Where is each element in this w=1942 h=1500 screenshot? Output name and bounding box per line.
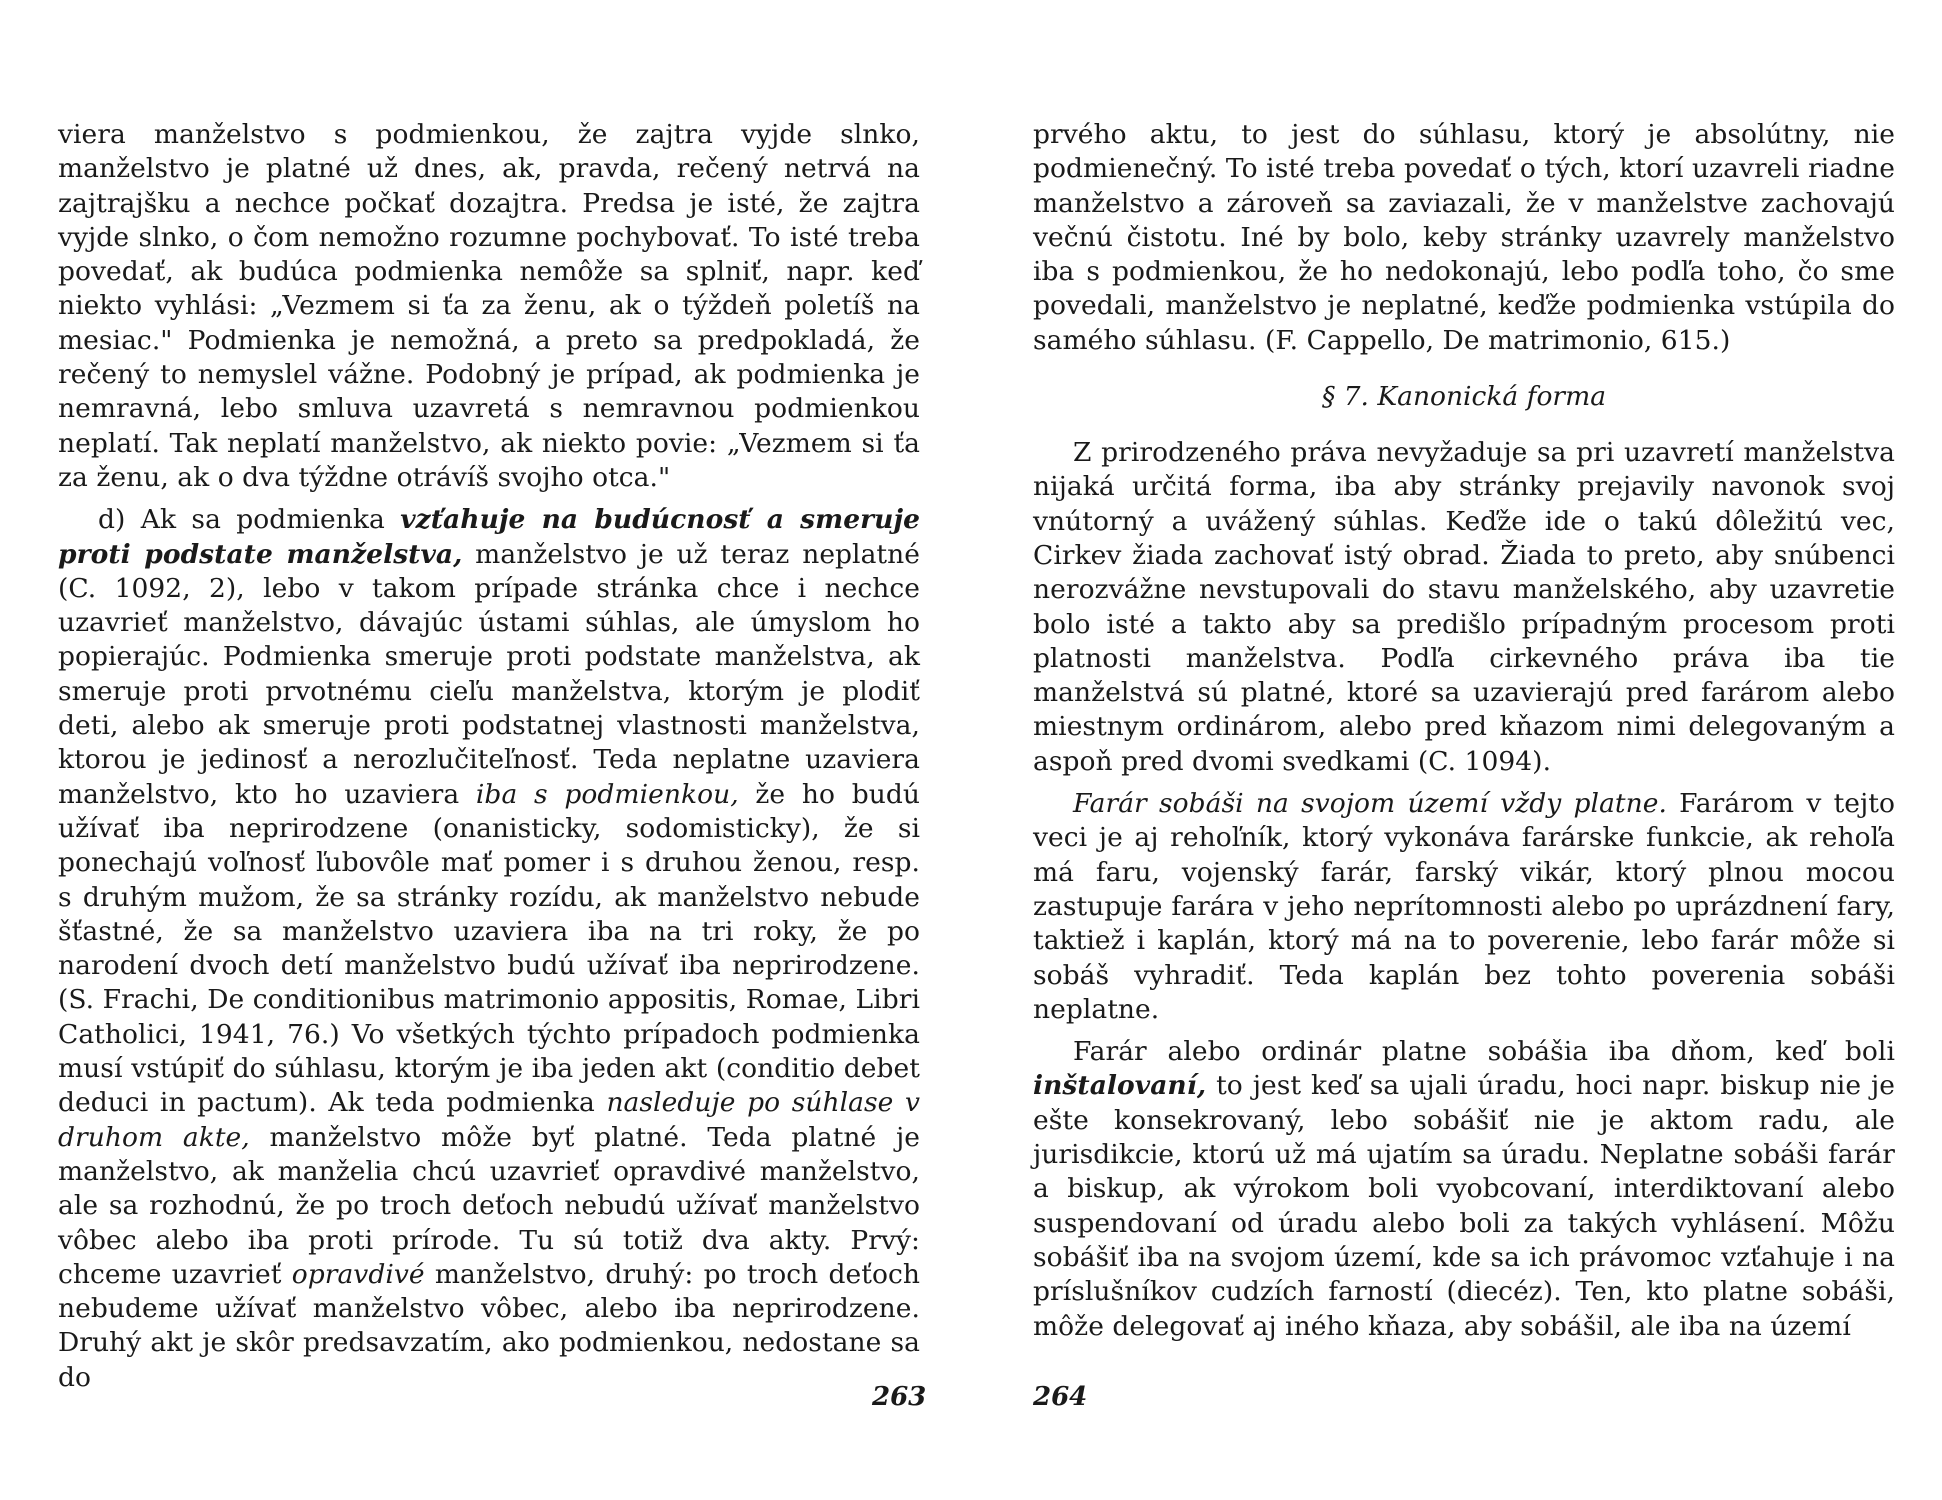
- right-page: [1033, 118, 1895, 1344]
- paragraph: [1033, 1035, 1895, 1344]
- text-segment: inštalovaní,: [1033, 1070, 1207, 1102]
- page-number-right: 264: [1033, 1382, 1088, 1412]
- page-number-left: 263: [872, 1382, 927, 1412]
- text-segment: že ho budú užívať iba neprirodzene (onanisticky, sodomisticky), že si ponechajú voľnosť ľubovôle mať pomer i s druhou ženou, resp. s druhým mužom, že sa stránky rozídu, ak manželstvo nebude šťastné, že sa manželstvo uzaviera iba na tri roky, že po narodení dvoch detí manželstvo budú užívať iba neprirodzene. (S. Frachi, De conditionibus matrimonio appositis, Romae, Libri Catholici, 1941, 76.) Vo všetkých týchto prípadoch podmienka musí vstúpiť do súhlasu, ktorým je iba jeden akt (conditio debet deduci in pactum). Ak teda podmienka: [58, 778, 920, 1119]
- text-segment: opravdivé: [291, 1258, 425, 1290]
- text-segment: Farár alebo ordinár platne sobášia iba dňom, keď boli: [1073, 1036, 1895, 1068]
- paragraph: [1033, 436, 1895, 779]
- text-segment: to jest keď sa ujali úradu, hoci napr. biskup nie je ešte konsekrovaný, lebo sobášiť nie je aktom radu, ale jurisdikcie, ktorú už má ujatím sa úradu. Neplatne sobáši farár a biskup, ak výrokom boli vyobcovaní, interdiktovaní alebo suspendovaní od úradu alebo boli za takých vyhlásení. Môžu sobášiť iba na svojom území, kde sa ich právomoc vzťahuje i na príslušníkov cudzích farností (diecéz). Ten, kto platne sobáši, môže delegovať aj iného kňaza, aby sobášil, ale iba na území: [1033, 1070, 1895, 1342]
- text-segment: viera manželstvo s podmienkou, že zajtra vyjde slnko, manželstvo je platné už dnes, ak, pravda, rečený netrvá na zajtrajšku a nechce počkať dozajtra. Predsa je isté, že zajtra vyjde slnko, o čom nemožno rozumne pochybovať. To isté treba povedať, ak budúca podmienka nemôže sa splniť, napr. keď niekto vyhlási: „Vezmem si ťa za ženu, ak o týždeň poletíš na mesiac." Podmienka je nemožná, a preto sa predpokladá, že rečený to nemyslel vážne. Podobný je prípad, ak podmienka je nemravná, lebo smluva uzavretá s nemravnou podmienkou neplatí. Tak neplatí manželstvo, ak niekto povie: „Vezmem si ťa za ženu, ak o dva týždne otrávíš svojho otca.": [58, 119, 920, 493]
- text-segment: manželstvo, druhý: po troch deťoch nebudeme užívať manželstvo vôbec, alebo iba neprirodzene. Druhý akt je skôr predsavzatím, ako podmienkou, nedostane sa do: [58, 1258, 920, 1393]
- text-segment: nasleduje po súhlase v druhom akte,: [58, 1087, 920, 1153]
- text-segment: d) Ak sa podmienka: [98, 504, 401, 536]
- right-page-body-top: [1033, 118, 1895, 358]
- text-segment: Farár sobáši na svojom území vždy platne.: [1073, 788, 1667, 820]
- paragraph: [1033, 787, 1895, 1027]
- paragraph: [58, 503, 920, 1395]
- text-segment: prvého aktu, to jest do súhlasu, ktorý je absolútny, nie podmienečný. To isté treba povedať o tých, ktorí uzavreli riadne manželstvo a zároveň sa zaviazali, že v manželstve zachovajú večnú čistotu. Iné by bolo, keby stránky uzavrely manželstvo iba s podmienkou, že ho nedokonajú, lebo podľa toho, čo sme povedali, manželstvo je neplatné, keďže podmienka vstúpila do samého súhlasu. (F. Cappello, De matrimonio, 615.): [1033, 119, 1895, 356]
- text-segment: iba s podmienkou,: [475, 778, 739, 810]
- text-segment: Farárom v tejto veci je aj rehoľník, ktorý vykonáva farárske funkcie, ak rehoľa má faru, vojenský farár, farský vikár, ktorý plnou mocou zastupuje farára v jeho neprítomnosti alebo po uprázdnení fary, taktiež i kaplán, ktorý má na to poverenie, lebo farár môže si sobáš vyhradiť. Teda kaplán bez tohto poverenia sobáši neplatne.: [1033, 788, 1895, 1025]
- paragraph: [58, 118, 920, 495]
- left-page-body: [58, 118, 920, 1395]
- left-page: [58, 118, 920, 1395]
- text-segment: vzťahuje na budúcnosť a smeruje proti podstate manželstva,: [58, 504, 920, 570]
- paragraph: [1033, 118, 1895, 358]
- right-page-body-bottom: [1033, 436, 1895, 1344]
- text-segment: Z prirodzeného práva nevyžaduje sa pri uzavretí manželstva nijaká určitá forma, iba aby stránky prejavily navonok svoj vnútorný a uvážený súhlas. Keďže ide o takú dôležitú vec, Cirkev žiada zachovať istý obrad. Žiada to preto, aby snúbenci nerozvážne nevstupovali do stavu manželského, aby uzavretie bolo isté a takto aby sa predišlo prípadným procesom proti platnosti manželstva. Podľa cirkevného práva iba tie manželstvá sú platné, ktoré sa uzavierajú pred farárom alebo miestnym ordinárom, alebo pred kňazom nimi delegovaným a aspoň pred dvomi svedkami (C. 1094).: [1033, 437, 1895, 777]
- section-heading: § 7. Kanonická forma: [1321, 381, 1607, 413]
- text-segment: manželstvo je už teraz neplatné (C. 1092, 2), lebo v takom prípade stránka chce i nechce uzavrieť manželstvo, dávajúc ústami súhlas, ale úmyslom ho popierajúc. Podmienka smeruje proti podstate manželstva, ak smeruje proti prvotnému cieľu manželstva, ktorým je plodiť deti, alebo ak smeruje proti podstatnej vlastnosti manželstva, ktorou je jedinosť a nerozlučiteľnosť. Teda neplatne uzaviera manželstvo, kto ho uzaviera: [58, 538, 920, 810]
- text-segment: manželstvo môže byť platné. Teda platné je manželstvo, ak manželia chcú uzavrieť opravdivé manželstvo, ale sa rozhodnú, že po troch deťoch nebudú užívať manželstvo vôbec alebo iba proti prírode. Tu sú totiž dva akty. Prvý: chceme uzavrieť: [58, 1121, 921, 1290]
